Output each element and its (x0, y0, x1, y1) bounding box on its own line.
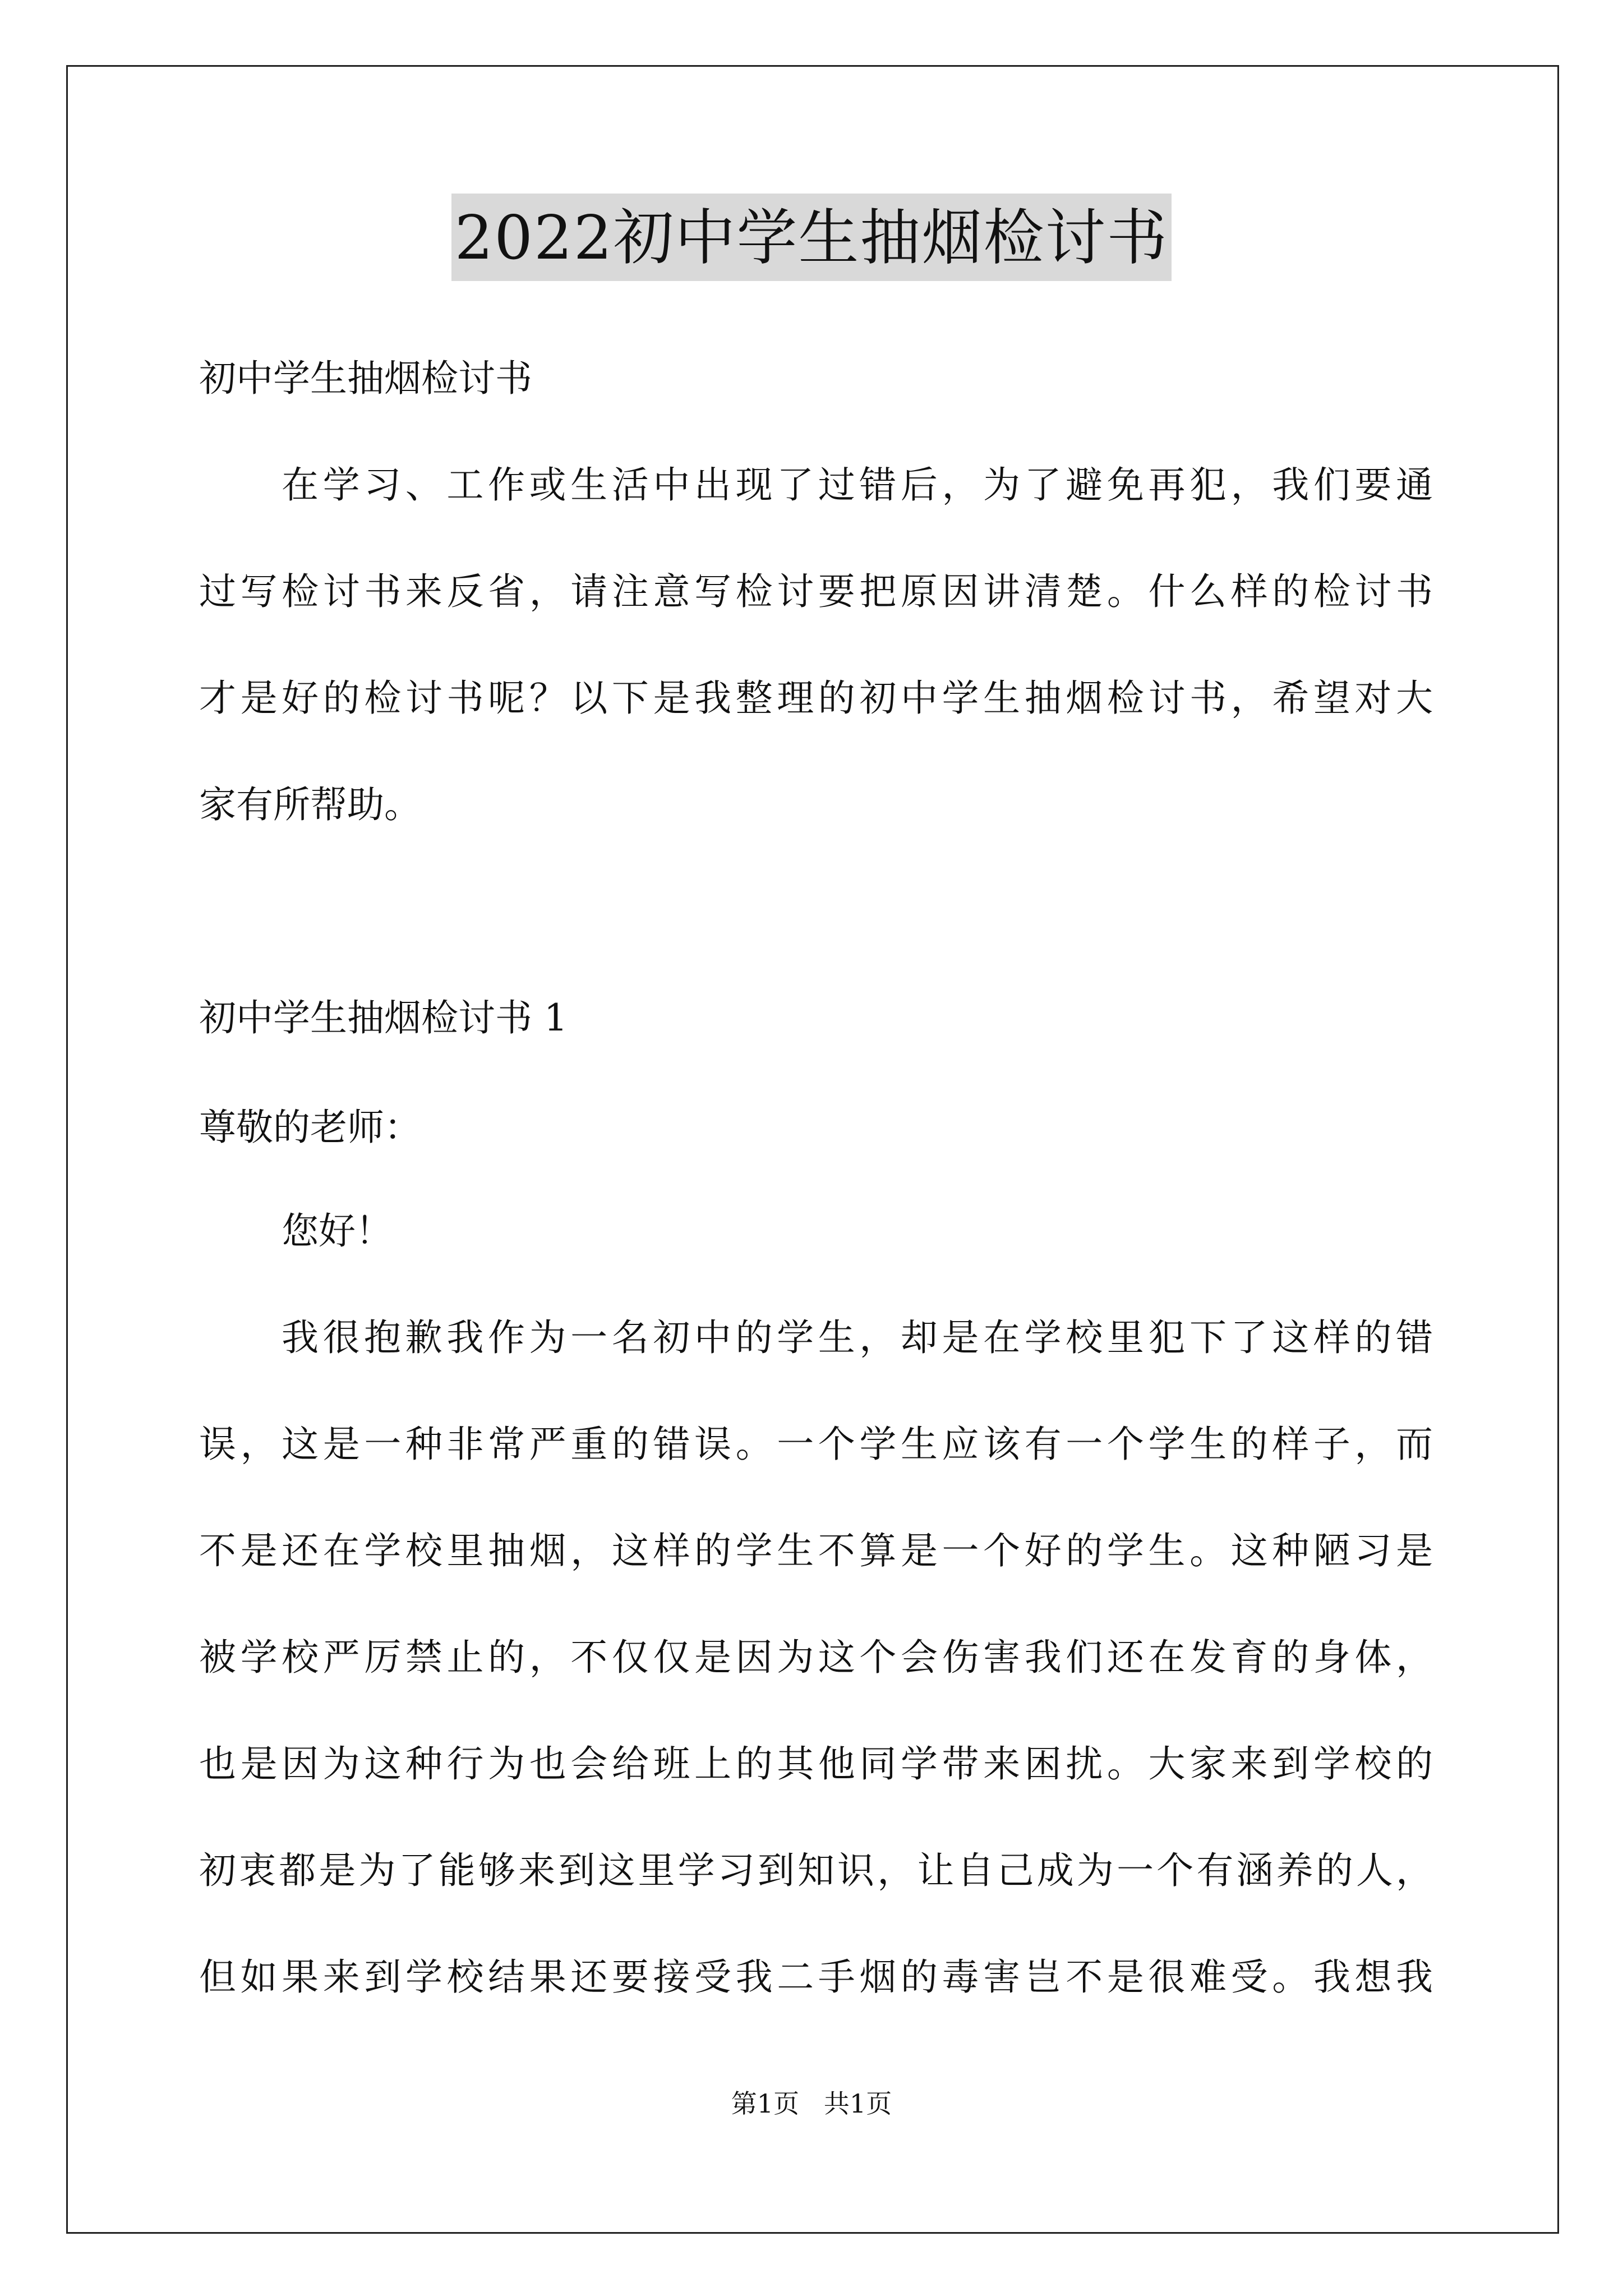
page-footer: 第1页 共1页 (731, 2088, 892, 2119)
body-line-5: 也是因为这种行为也会给班上的其他同学带来困扰。大家来到学校的 (199, 1742, 1433, 1786)
intro-line-2: 过写检讨书来反省，请注意写检讨要把原因讲清楚。什么样的检讨书 (199, 570, 1433, 613)
intro-heading: 初中学生抽烟检讨书 (199, 357, 532, 400)
body-line-1: 我很抱歉我作为一名初中的学生，却是在学校里犯下了这样的错 (282, 1316, 1433, 1359)
intro-line-4: 家有所帮助。 (199, 783, 421, 826)
body-line-3: 不是还在学校里抽烟，这样的学生不算是一个好的学生。这种陋习是 (199, 1529, 1433, 1572)
salutation: 尊敬的老师： (199, 1106, 421, 1149)
greeting: 您好！ (282, 1209, 393, 1253)
section-heading: 初中学生抽烟检讨书 1 (199, 996, 568, 1039)
body-line-2: 误，这是一种非常严重的错误。一个学生应该有一个学生的样子，而 (199, 1423, 1433, 1466)
document-title: 2022初中学生抽烟检讨书 (451, 194, 1172, 281)
title-container (0, 194, 1623, 281)
intro-line-3: 才是好的检讨书呢？以下是我整理的初中学生抽烟检讨书，希望对大 (199, 677, 1433, 720)
body-line-6: 初衷都是为了能够来到这里学习到知识，让自己成为一个有涵养的人， (199, 1849, 1433, 1892)
body-line-4: 被学校严厉禁止的，不仅仅是因为这个会伤害我们还在发育的身体， (199, 1636, 1433, 1679)
body-line-7: 但如果来到学校结果还要接受我二手烟的毒害岂不是很难受。我想我 (199, 1955, 1433, 1999)
intro-line-1: 在学习、工作或生活中出现了过错后，为了避免再犯，我们要通 (282, 463, 1433, 507)
